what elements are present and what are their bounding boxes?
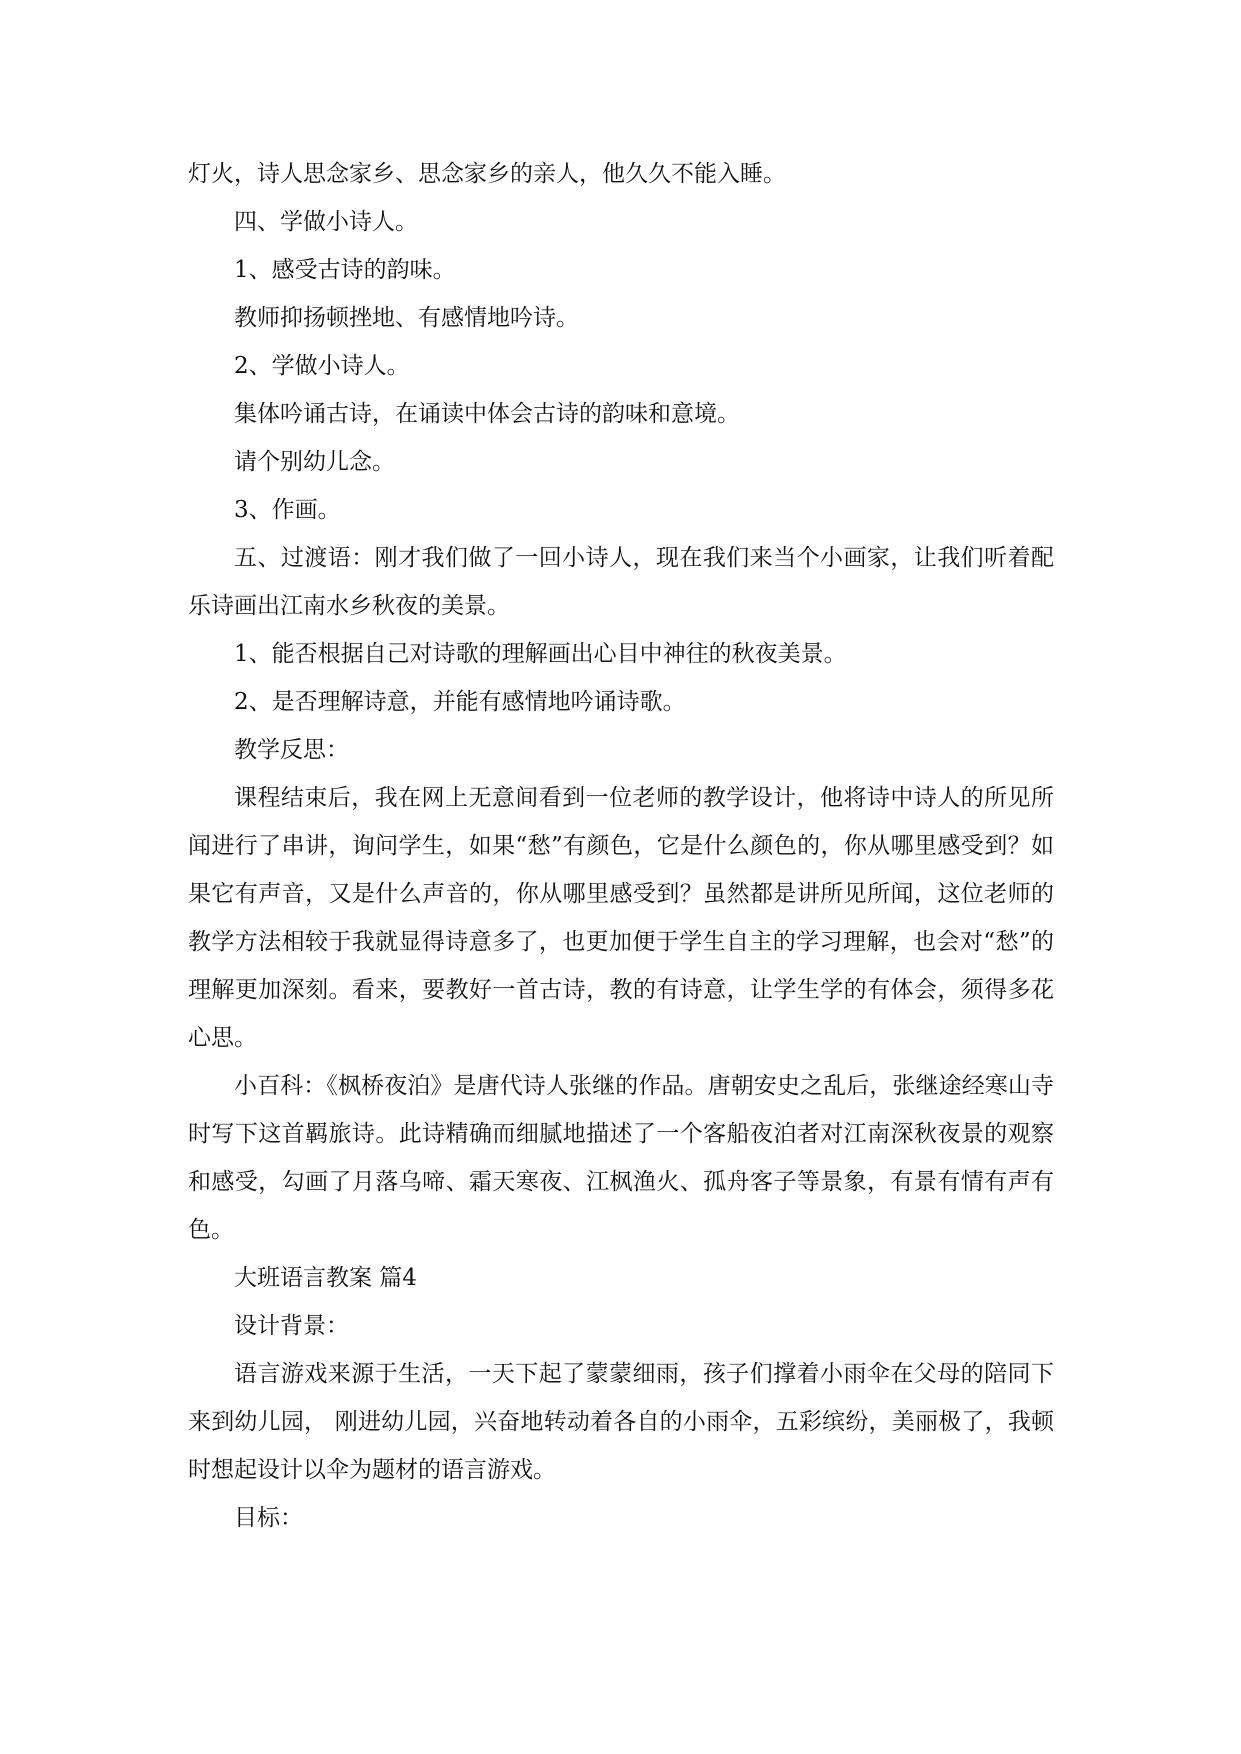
- list-item: 1、能否根据自己对诗歌的理解画出心目中神往的秋夜美景。: [234, 641, 847, 667]
- paragraph: 请个别幼儿念。: [234, 449, 395, 475]
- paragraph: 语言游戏来源于生活，一天下起了蒙蒙细雨，孩子们撑着小雨伞在父母的陪同下来到幼儿园， 刚进幼儿园，兴奋地转动着各自的小雨伞，五彩缤纷，美丽极了，我顿时想起设计以伞为题材的语言游戏。: [188, 1361, 1054, 1483]
- section-heading: 设计背景：: [234, 1313, 349, 1339]
- list-item: 2、学做小诗人。: [234, 353, 410, 379]
- paragraph: 集体吟诵古诗，在诵读中体会古诗的韵味和意境。: [234, 401, 740, 427]
- list-item: 3、作画。: [234, 497, 341, 523]
- document-body: [188, 150, 1054, 1542]
- section-heading: 教学反思：: [234, 737, 349, 763]
- section-title: 大班语言教案 篇4: [234, 1265, 417, 1291]
- section-heading: 四、学做小诗人。: [234, 209, 418, 235]
- list-item: 1、感受古诗的韵味。: [234, 257, 456, 283]
- section-heading: 五、过渡语：刚才我们做了一回小诗人，现在我们来当个小画家，让我们听着配乐诗画出江南水乡秋夜的美景。: [188, 545, 1054, 619]
- list-item: 2、是否理解诗意，并能有感情地吟诵诗歌。: [234, 689, 686, 715]
- paragraph: 课程结束后，我在网上无意间看到一位老师的教学设计，他将诗中诗人的所见所闻进行了串讲，询问学生，如果“愁”有颜色，它是什么颜色的，你从哪里感受到？如果它有声音，又是什么声音的，你从哪里感受到？虽然都是讲所见所闻，这位老师的教学方法相较于我就显得诗意多了，也更加便于学生自主的学习理解，也会对“愁”的理解更加深刻。看来，要教好一首古诗，教的有诗意，让学生学的有体会，须得多花心思。: [188, 785, 1054, 1051]
- paragraph: 灯火，诗人思念家乡、思念家乡的亲人，他久久不能入睡。: [188, 161, 786, 187]
- section-heading: 目标：: [234, 1505, 303, 1531]
- paragraph: 教师抑扬顿挫地、有感情地吟诗。: [234, 305, 579, 331]
- paragraph: 小百科：《枫桥夜泊》是唐代诗人张继的作品。唐朝安史之乱后，张继途经寒山寺时写下这首羁旅诗。此诗精确而细腻地描述了一个客船夜泊者对江南深秋夜景的观察和感受，勾画了月落乌啼、霜天寒夜、江枫渔火、孤舟客子等景象，有景有情有声有色。: [188, 1073, 1054, 1243]
